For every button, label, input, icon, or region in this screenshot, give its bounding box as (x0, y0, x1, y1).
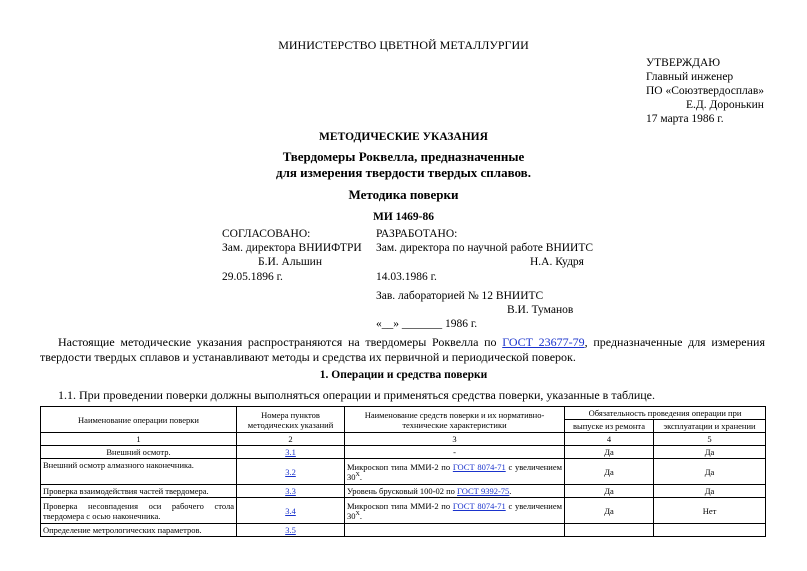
intro-paragraph (40, 335, 765, 365)
developed-signatory-2: В.И. Туманов (507, 304, 574, 316)
repair-cell (565, 524, 654, 537)
developed-title: РАЗРАБОТАНО: (376, 228, 458, 240)
header-in-service: эксплуатации и хранении (654, 420, 766, 433)
point-link[interactable]: 3.5 (285, 525, 296, 535)
table-row-numbers (41, 433, 766, 446)
header-after-repair: выпуске из ремонта (565, 420, 654, 433)
operation-cell: Проверка несовпадения оси рабочего стола твердомера с осью наконечника. (41, 498, 237, 524)
table-row (41, 524, 766, 537)
header-obligation: Обязательность проведения операции при (565, 407, 766, 420)
repair-cell: Да (565, 446, 654, 459)
agreed-date: 29.05.1896 г. (222, 271, 283, 283)
point-link[interactable]: 3.3 (285, 486, 296, 496)
header-points: Номера пунктов методических указаний (237, 407, 345, 433)
header-operation: Наименование операции поверки (41, 407, 237, 433)
means-cell: - (345, 446, 565, 459)
section-1-heading: 1. Операции и средства поверки (319, 369, 488, 381)
point-link[interactable]: 3.2 (285, 466, 296, 477)
table-row (41, 446, 766, 459)
repair-cell: Да (565, 459, 654, 485)
developed-position-1: Зам. директора по научной работе ВНИИТС (376, 242, 594, 254)
repair-cell: Да (565, 485, 654, 498)
service-cell: Да (654, 446, 766, 459)
header-means: Наименование средств поверки и их нормативно-технические характеристики (345, 407, 565, 433)
service-cell (654, 524, 766, 537)
column-number: 5 (654, 433, 766, 446)
developed-signatory-1: Н.А. Кудря (530, 256, 584, 268)
operations-table (40, 406, 766, 537)
paragraph-1-1: 1.1. При проведении поверки должны выполняться операции и применяться средства поверки, указанные в таблице. (58, 388, 656, 402)
document-subtitle: Методика поверки (348, 187, 459, 202)
gost-8074-link[interactable]: ГОСТ 8074-71 (452, 461, 506, 472)
operation-cell: Определение метрологических параметров. (41, 524, 237, 537)
ministry-header: МИНИСТЕРСТВО ЦВЕТНОЙ МЕТАЛЛУРГИИ (278, 38, 529, 52)
agreed-title: СОГЛАСОВАНО: (222, 228, 311, 240)
service-cell: Нет (654, 498, 766, 524)
agreed-position: Зам. директора ВНИИФТРИ (222, 242, 362, 254)
approval-signatory: Е.Д. Доронькин (686, 99, 764, 111)
gost-23677-link[interactable]: ГОСТ 23677-79 (502, 335, 585, 349)
developed-date-2: «__» _______ 1986 г. (376, 318, 478, 330)
service-cell: Да (654, 485, 766, 498)
means-cell: Уровень брусковый 100-02 по ГОСТ 9392-75. (345, 485, 565, 498)
means-cell: Микроскоп типа ММИ-2 по ГОСТ 8074-71 с увеличением $30^Х$. (345, 498, 565, 524)
approval-organization: ПО «Союзтвердосплав» (646, 85, 765, 97)
table-row (41, 459, 766, 485)
gost-8074-link[interactable]: ГОСТ 8074-71 (452, 500, 506, 511)
table-row (41, 498, 766, 524)
point-link[interactable]: 3.1 (285, 447, 296, 457)
operation-cell: Проверка взаимодействия частей твердомера. (41, 485, 237, 498)
operation-cell: Внешний осмотр. (41, 446, 237, 459)
gost-9392-link[interactable]: ГОСТ 9392-75 (457, 486, 510, 496)
table-row (41, 485, 766, 498)
document-code: МИ 1469-86 (372, 211, 434, 223)
intro-text-before: Настоящие методические указания распространяются на твердомеры Роквелла по (58, 335, 503, 349)
repair-cell: Да (565, 498, 654, 524)
document-kind: МЕТОДИЧЕСКИЕ УКАЗАНИЯ (319, 131, 488, 143)
column-number: 1 (41, 433, 237, 446)
approval-position: Главный инженер (646, 71, 734, 83)
developed-position-2: Зав. лабораторией № 12 ВНИИТС (376, 290, 544, 302)
agreed-signatory: Б.И. Альшин (258, 256, 322, 268)
means-cell (345, 524, 565, 537)
point-link[interactable]: 3.4 (285, 505, 296, 516)
column-number: 2 (237, 433, 345, 446)
approval-title: УТВЕРЖДАЮ (646, 57, 721, 69)
developed-date-1: 14.03.1986 г. (376, 271, 437, 283)
means-cell: Микроскоп типа ММИ-2 по ГОСТ 8074-71 с увеличением $30^Х$. (345, 459, 565, 485)
approval-date: 17 марта 1986 г. (646, 113, 724, 125)
document-title-line2: для измерения твердости твердых сплавов. (276, 165, 531, 180)
column-number: 4 (565, 433, 654, 446)
column-number: 3 (345, 433, 565, 446)
service-cell: Да (654, 459, 766, 485)
operation-cell: Внешний осмотр алмазного наконечника. (41, 459, 237, 485)
document-title-line1: Твердомеры Роквелла, предназначенные (282, 149, 525, 164)
intro-text-after: , предназначенные для измерения твердости твердых сплавов и устанавливают методы и средства их первичной и периодической поверок. (40, 335, 765, 364)
